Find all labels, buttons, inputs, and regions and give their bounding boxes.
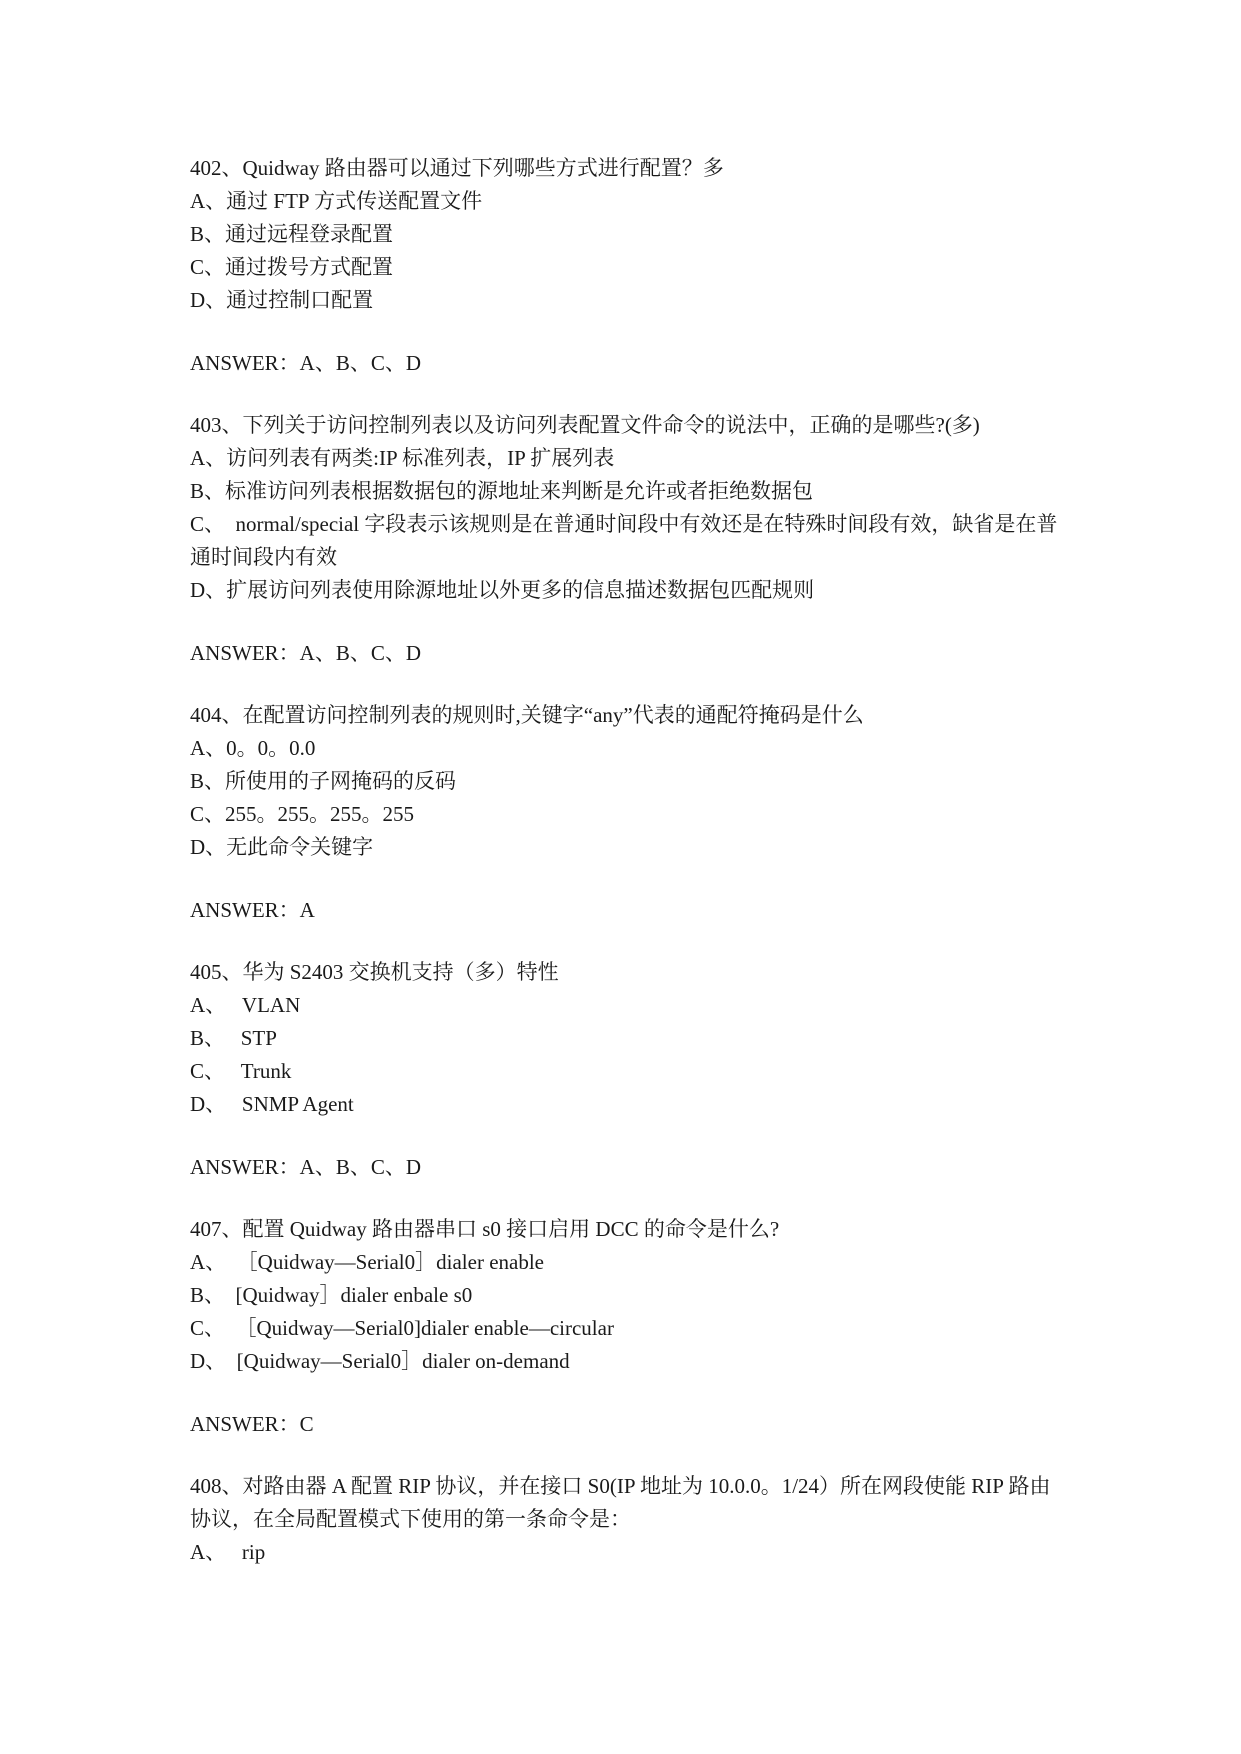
question-stem: 402、Quidway 路由器可以通过下列哪些方式进行配置？多 [190, 156, 724, 180]
option-d: D、 SNMP Agent [190, 1092, 354, 1116]
question-stem: 403、下列关于访问控制列表以及访问列表配置文件命令的说法中，正确的是哪些?(多) [190, 413, 980, 437]
option-c: C、通过拨号方式配置 [190, 255, 394, 279]
option-d: D、通过控制口配置 [190, 288, 374, 312]
option-a: A、 VLAN [190, 993, 301, 1017]
option-c: C、255。255。255。255 [190, 802, 415, 826]
question-407 [190, 1213, 1060, 1441]
answer-line: ANSWER：A [190, 898, 315, 922]
option-c: C、 Trunk [190, 1059, 292, 1083]
question-list [190, 152, 1060, 1598]
question-stem: 407、配置 Quidway 路由器串口 s0 接口启用 DCC 的命令是什么? [190, 1217, 780, 1241]
option-d: D、无此命令关键字 [190, 835, 374, 859]
option-b: B、 [Quidway］dialer enbale s0 [190, 1283, 473, 1307]
question-408 [190, 1470, 1060, 1569]
answer-line: ANSWER：A、B、C、D [190, 641, 422, 665]
option-a: A、访问列表有两类:IP 标准列表，IP 扩展列表 [190, 446, 615, 470]
option-b: B、标准访问列表根据数据包的源地址来判断是允许或者拒绝数据包 [190, 479, 814, 503]
question-405 [190, 956, 1060, 1184]
option-d: D、扩展访问列表使用除源地址以外更多的信息描述数据包匹配规则 [190, 578, 815, 602]
answer-line: ANSWER：A、B、C、D [190, 351, 422, 375]
question-stem: 408、对路由器 A 配置 RIP 协议，并在接口 S0(IP 地址为 10.0.0。1/24）所在网段使能 RIP 路由协议，在全局配置模式下使用的第一条命令是： [190, 1474, 1051, 1531]
option-b: B、通过远程登录配置 [190, 222, 394, 246]
question-stem: 404、在配置访问控制列表的规则时,关键字“any”代表的通配符掩码是什么 [190, 703, 864, 727]
option-c: C、 ［Quidway—Serial0]dialer enable—circular [190, 1316, 614, 1340]
option-a: A、通过 FTP 方式传送配置文件 [190, 189, 483, 213]
option-b: B、所使用的子网掩码的反码 [190, 769, 457, 793]
option-b: B、 STP [190, 1026, 277, 1050]
question-403 [190, 409, 1060, 670]
question-402 [190, 152, 1060, 380]
answer-line: ANSWER：A、B、C、D [190, 1155, 422, 1179]
question-stem: 405、华为 S2403 交换机支持（多）特性 [190, 960, 559, 984]
option-a: A、 ［Quidway—Serial0］dialer enable [190, 1250, 544, 1274]
option-a: A、 rip [190, 1540, 266, 1564]
option-a: A、0。0。0.0 [190, 736, 316, 760]
option-d: D、 [Quidway—Serial0］dialer on-demand [190, 1349, 570, 1373]
answer-line: ANSWER：C [190, 1412, 314, 1436]
question-404 [190, 699, 1060, 927]
option-c: C、 normal/special 字段表示该规则是在普通时间段中有效还是在特殊时间段有效，缺省是在普通时间段内有效 [190, 512, 1058, 569]
